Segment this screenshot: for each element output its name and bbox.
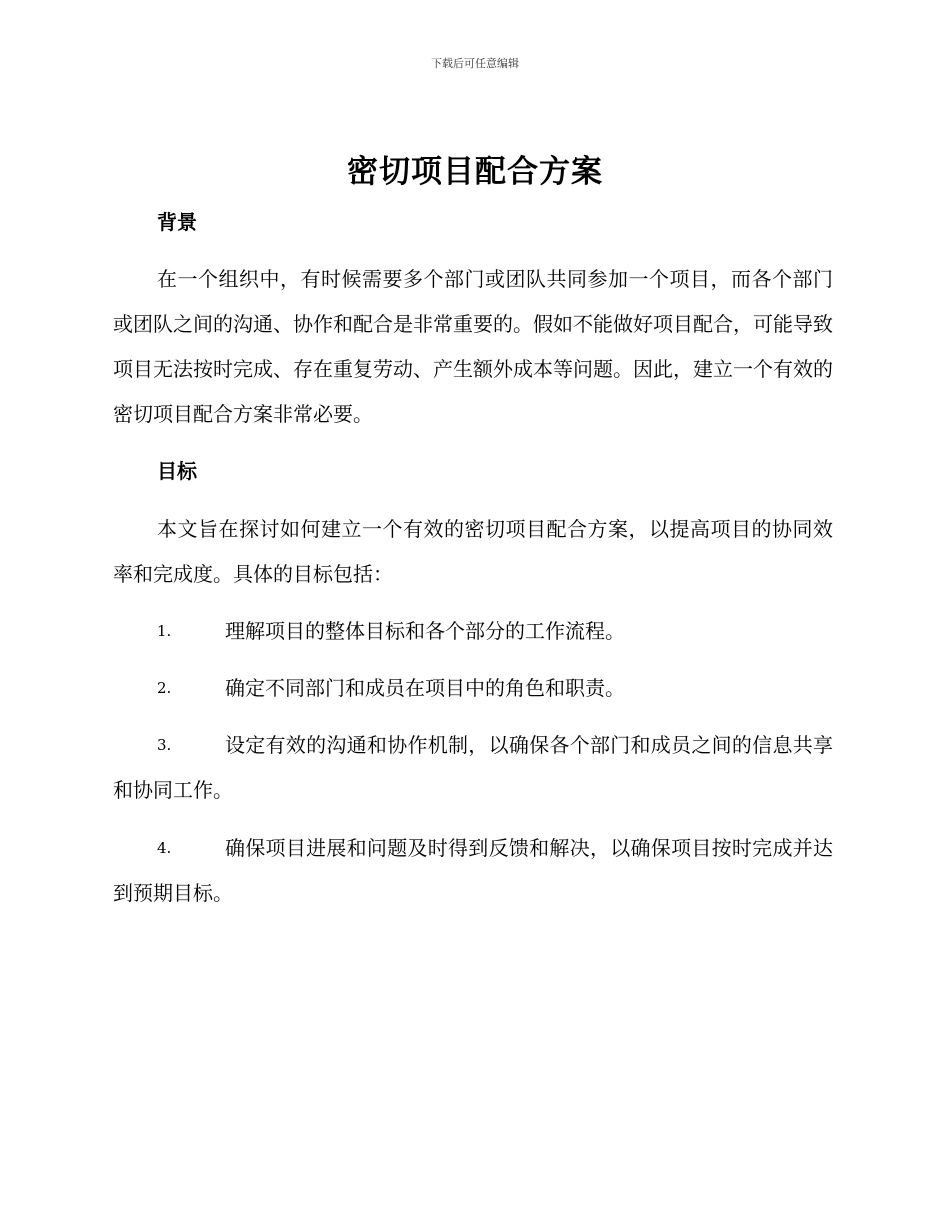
page-title: 密切项目配合方案 [347, 154, 603, 190]
list-item-number: 1. [157, 622, 172, 640]
paragraph-goals-intro: 本文旨在探讨如何建立一个有效的密切项目配合方案，以提高项目的协同效率和完成度。具体的目标包括： [113, 517, 833, 586]
list-item-text: 确保项目进展和问题及时得到反馈和解决，以确保项目按时完成并达到预期目标。 [113, 836, 833, 905]
list-item [113, 826, 833, 916]
paragraph-background: 在一个组织中，有时候需要多个部门或团队共同参加一个项目，而各个部门或团队之间的沟通、协作和配合是非常重要的。假如不能做好项目配合，可能导致项目无法按时完成、存在重复劳动、产生额外成本等问题。因此，建立一个有效的密切项目配合方案非常必要。 [113, 267, 833, 426]
list-item [113, 723, 833, 813]
section-heading-background: 背景 [157, 210, 197, 234]
list-item-number: 4. [157, 839, 172, 857]
list-item [113, 609, 833, 654]
header-note: 下载后可任意编辑 [431, 57, 519, 70]
list-item-text: 理解项目的整体目标和各个部分的工作流程。 [225, 619, 625, 643]
list-item-number: 2. [157, 679, 172, 697]
list-item-text: 设定有效的沟通和协作机制，以确保各个部门和成员之间的信息共享和协同工作。 [113, 733, 833, 802]
list-item-text: 确定不同部门和成员在项目中的角色和职责。 [225, 676, 625, 700]
section-heading-goals: 目标 [157, 459, 197, 483]
list-item-number: 3. [157, 736, 172, 754]
list-item [113, 666, 833, 711]
